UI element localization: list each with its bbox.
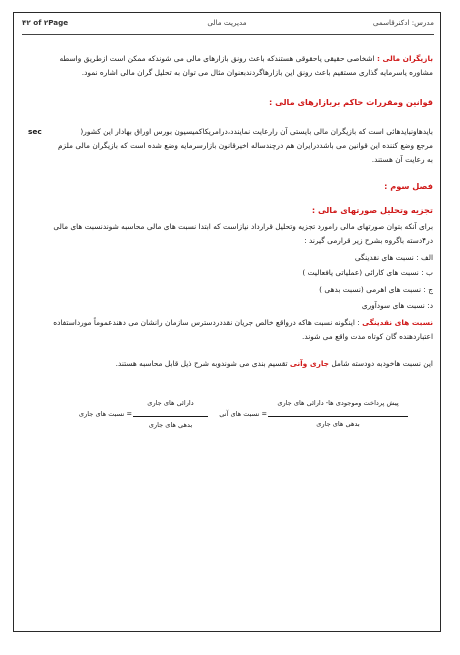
paragraph-line: اعتباردهنده گان کوتاه مدت واقع می شوند. (301, 332, 433, 341)
list-item-leverage: ج : نسبت های اهرمی (نسبت بدهی ) (319, 285, 433, 294)
paragraph-line: اشخاصی حقیقی یاحقوقی هستندکه باعث رونق بازارهای مالی می شوندکه ممکن است ازطریق واسطه (59, 54, 377, 63)
paragraph-line: برای آنکه بتوان صورتهای مالی رامورد تجزیه وتحلیل قرارداد نیازاست که ابتدا نسبت های مالی محاسبه شوندنسبت های مالی (53, 222, 433, 231)
list-item-liquidity: الف : نسبت های نقدینگی (354, 253, 433, 262)
formula-denominator: بدهی های جاری (148, 421, 193, 429)
term-liquidity-ratios: نسبت های نقدینگی (362, 318, 433, 327)
paragraph-line: مشاوره یاسرمایه گذاری مستقیم باعث رونق این بازارهاگردندبعنوان مثال می توان به تحلیل گران مالی اشاره نمود. (81, 68, 433, 77)
header-divider (22, 34, 434, 35)
paragraph-line: : اینگونه نسبت هاکه درواقع خالص جریان نقددردسترس سازمان رانشان می دهندعموماً مورداستفاده (53, 318, 363, 327)
fraction-bar (133, 416, 208, 417)
paragraph-line: بایدهاونبایدهائی است که بازیگران مالی بایستی آن رارعایت نمایندد،درامریکاکمیسیون بورس اوراق بهادار این کشور( (80, 127, 433, 136)
term-financial-actors: بازیگران مالی : (376, 54, 433, 63)
paragraph-ratio-types (116, 359, 433, 368)
author-name: مدرس: ادکنرقاسمی (372, 18, 434, 27)
paragraph-line: مرجع وضع کننده این قوانین می باشددرایران هم درچندساله اخیرقانون بازارسرمایه وضع شده است که بازیگران مالی ملزم (57, 141, 433, 150)
chapter-heading: فصل سوم : (384, 181, 433, 191)
page-header (22, 18, 434, 32)
paragraph-line: به رعایت آن هستند. (371, 155, 433, 164)
paragraph-line: در۴دسته باگروه بشرح زیر قرارمی گیرند : (304, 236, 433, 245)
formula-numerator: پیش پرداخت وموجودی ها- دارائی های جاری (277, 399, 399, 407)
formula-lhs: = نسبت های جاری (78, 410, 132, 418)
paragraph-ratio-groups (25, 220, 433, 248)
paragraph-line: این نسبت هاخودبه دودسته شامل (328, 359, 433, 368)
heading-market-regulations: قوانین ومقررات حاکم بربازارهای مالی : (269, 97, 433, 107)
paragraph-financial-actors (25, 52, 433, 80)
sec-abbreviation: sec (28, 127, 42, 136)
heading-financial-statement-analysis: تجزیه وتحلیل صورتهای مالی : (311, 205, 433, 215)
formula-lhs: = نسبت های آنی (219, 410, 267, 418)
formula-numerator: دارائی های جاری (147, 399, 194, 407)
paragraph-liquidity-ratios (25, 316, 433, 344)
term-current-and-quick: جاری وآنی (289, 359, 329, 368)
list-item-profitability: د: نسبت های سودآوری (361, 301, 433, 310)
formula-denominator: بدهی های جاری (316, 420, 360, 428)
fraction-bar (268, 416, 408, 417)
page-number: ۴۲ of ۲Page (22, 18, 69, 27)
paragraph-line: تقسیم بندی می شوندوبه شرح ذیل قابل محاسبه هستند. (115, 359, 290, 368)
course-title: مدیریت مالی (207, 18, 247, 27)
list-item-efficiency: ب : نسبت های کارائی (عملیاتی یافعالیت ) (302, 268, 433, 277)
paragraph-regulations (25, 125, 433, 167)
